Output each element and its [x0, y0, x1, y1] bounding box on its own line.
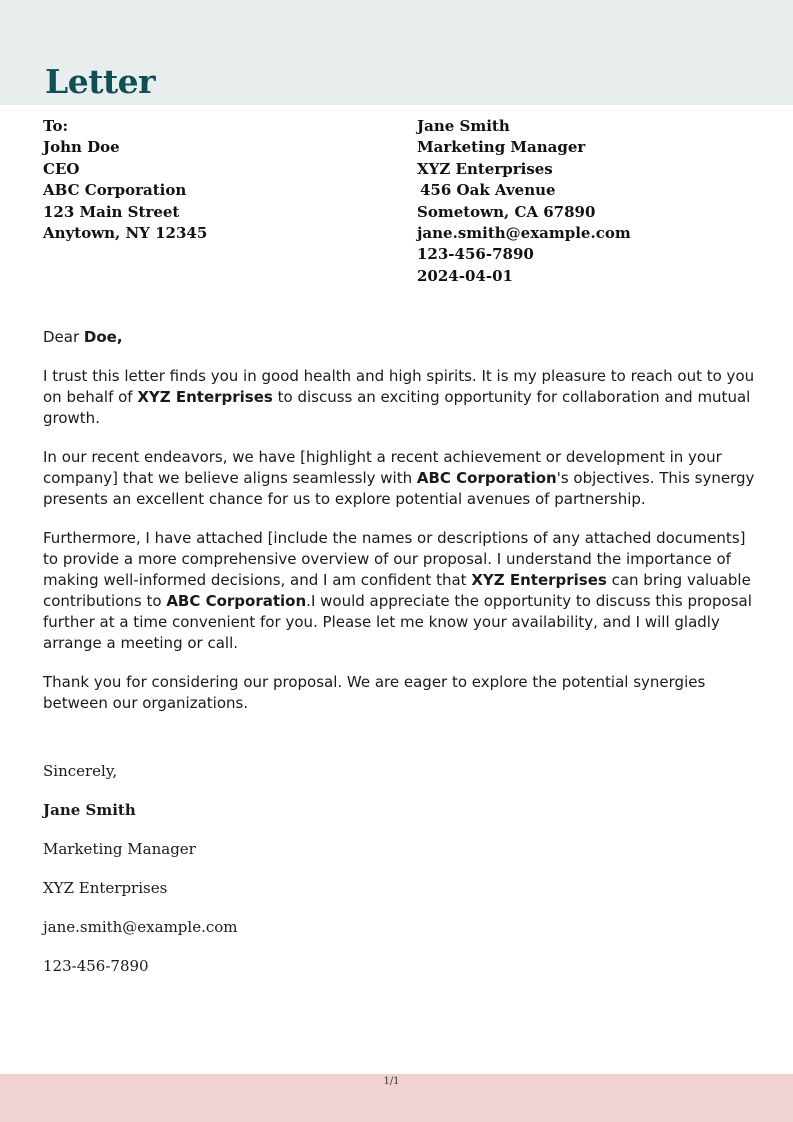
p3-text-c: can bring valuable contributions to — [43, 571, 751, 610]
document-title: Letter — [45, 62, 156, 101]
signer-phone: 123-456-7890 — [43, 957, 149, 975]
p3-recipient-company: ABC Corporation — [166, 592, 307, 610]
signer-email: jane.smith@example.com — [43, 918, 238, 936]
letter-date: 2024-04-01 — [417, 266, 513, 285]
recipient-company: ABC Corporation — [43, 181, 187, 200]
recipient-city: Anytown, NY 12345 — [43, 224, 208, 243]
sender-address — [417, 116, 631, 287]
sender-city: Sometown, CA 67890 — [417, 202, 596, 221]
p3-sender-company: XYZ Enterprises — [471, 571, 607, 589]
recipient-label: To: — [43, 117, 68, 135]
letter-body — [43, 327, 755, 732]
sender-name: Jane Smith — [417, 117, 510, 135]
salutation — [43, 327, 755, 348]
recipient-title: CEO — [43, 159, 80, 178]
p2-recipient-company: ABC Corporation — [416, 469, 557, 487]
valediction: Sincerely, — [43, 762, 118, 780]
signer-company: XYZ Enterprises — [43, 879, 168, 897]
paragraph-4: Thank you for considering our proposal. We are eager to explore the potential synergies between our organizations. — [43, 673, 706, 712]
recipient-street: 123 Main Street — [43, 202, 180, 221]
p1-text-c: to discuss an exciting opportunity for collaboration and mutual growth. — [43, 388, 751, 427]
p1-sender-company: XYZ Enterprises — [137, 388, 273, 406]
salutation-prefix: Dear — [43, 328, 84, 346]
recipient-address — [43, 116, 207, 244]
sender-phone: 123-456-7890 — [417, 245, 534, 264]
paragraph-2 — [43, 447, 755, 510]
page-number: 1/1 — [383, 1076, 400, 1087]
paragraph-1 — [43, 366, 755, 429]
sender-email: jane.smith@example.com — [417, 224, 631, 243]
sender-street: 456 Oak Avenue — [420, 181, 556, 200]
p3-text-a: Furthermore, I have attached [include the names or descriptions of any attached documents] to provide a more comprehensive overview of our proposal. I understand the importance of making well-informed decisions, and I am confident that — [43, 529, 746, 589]
sender-company: XYZ Enterprises — [417, 159, 553, 178]
paragraph-3 — [43, 528, 755, 654]
signer-title: Marketing Manager — [43, 840, 196, 858]
signer-name: Jane Smith — [43, 801, 136, 819]
p2-text-c: 's objectives. This synergy presents an excellent chance for us to explore potential avenues of partnership. — [43, 469, 755, 508]
salutation-name: Doe, — [83, 328, 123, 346]
recipient-name: John Doe — [43, 138, 120, 157]
closing-block — [43, 761, 238, 995]
p2-text-a: In our recent endeavors, we have [highlight a recent achievement or development in your company] that we believe aligns seamlessly with — [43, 448, 722, 487]
p1-text-a: I trust this letter finds you in good health and high spirits. It is my pleasure to reach out to you on behalf of — [43, 367, 755, 406]
p3-text-e: .I would appreciate the opportunity to discuss this proposal further at a time convenient for you. Please let me know your availability, and I will gladly arrange a meeting or call. — [43, 592, 752, 652]
sender-title: Marketing Manager — [417, 138, 586, 157]
